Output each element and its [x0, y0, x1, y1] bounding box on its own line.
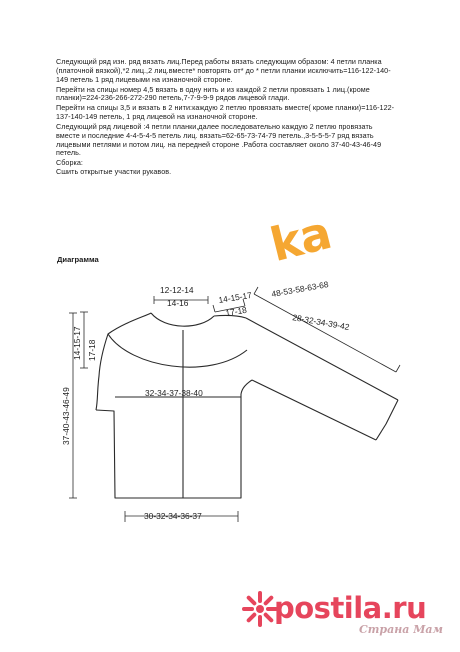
yoke-depth-label-b: 17-18 [87, 339, 97, 361]
instruction-paragraph: Перейти на спицы номер 4,5 вязать в одну нить и из каждой 2 петли провязать 1 лиц.(кроме планки)=224-236-266-272-290 петель,7-7-9-9-9 рядов лицевой глади. [56, 84, 370, 103]
neck-width-label-b: 14-16 [167, 298, 189, 308]
diagram-title: Диаграмма [57, 255, 99, 264]
instruction-paragraph: Следующий ряд лицевой :4 петли планки,далее последовательно каждую 2 петлю провязать вместе и последние 4-4-5-4-5 петель лиц. вязать=62-65-73-74-79 петель.,3-5-5-5-7 ряд вязать лицевыми петлями и потом лиц. на передней стороне .Работа составляет около 37-40-43-46-49 петель. [56, 121, 382, 158]
shoulder-label-b: 17-18 [224, 304, 248, 318]
hem-width-label: 30-32-34-36-37 [144, 511, 202, 521]
body-width-label: 32-34-37-38-40 [145, 388, 203, 398]
strana-mam-watermark: Страна Мам [359, 623, 443, 636]
postila-logo [240, 583, 460, 643]
neck-width-label-a: 12-12-14 [160, 285, 194, 295]
sleeve-inner-label: 28-32-34-39-42 [291, 312, 351, 332]
garment-outline [96, 313, 398, 498]
instruction-paragraph: Следующий ряд изн. ряд вязать лиц.Перед работы вязать следующим образом: 4 петли планка (платочной вязкой),*2 лиц.,2 лиц.вместе* повторять от* до * петли планки исключить=116-122-140-149 петель 1 ряд лицевыми на изнаночной стороне. [56, 57, 391, 84]
instruction-paragraph: Перейти на спицы 3,5 и вязать в 2 нити:каждую 2 петлю провязать вместе( кроме планки)=116-122-137-140-149 петель, 1 ряд лицевой на изнаночной стороне. [56, 103, 395, 122]
ka-watermark: ka [264, 205, 336, 272]
yoke-depth-label-a: 14-15-17 [72, 326, 82, 360]
dimension-lines [69, 287, 400, 522]
shoulder-label-a: 14-15-17 [217, 289, 253, 305]
postila-brand: postila.ru [274, 591, 427, 625]
instruction-paragraph: Сборка: Сшить открытые участки рукавов. [56, 158, 172, 177]
total-length-label: 37-40-43-46-49 [61, 387, 71, 445]
sleeve-top-label: 48-53-58-63-68 [270, 279, 330, 299]
